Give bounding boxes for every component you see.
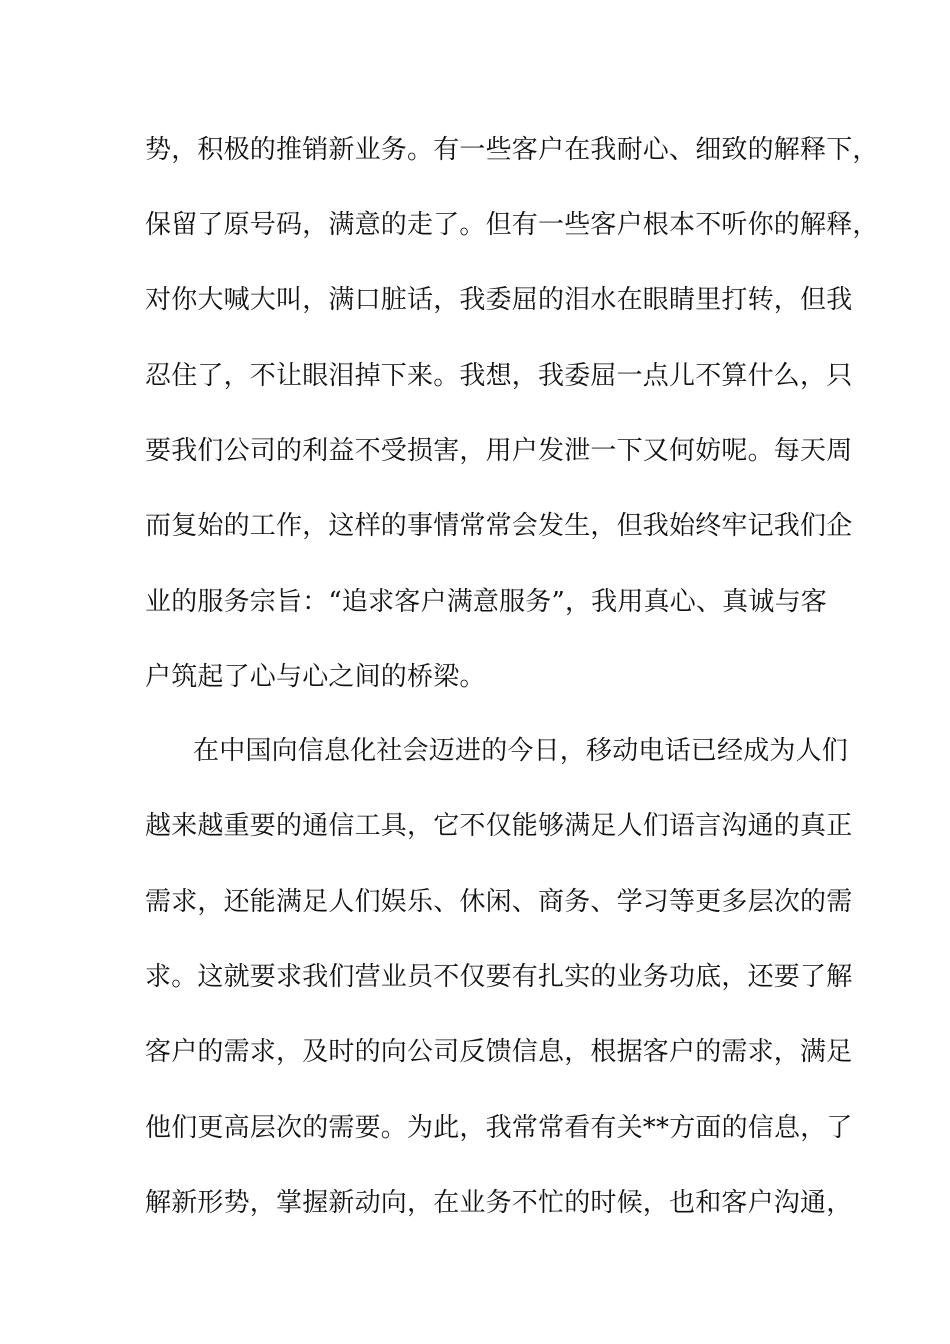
paragraph-2-line-5: 客户的需求，及时的向公司反馈信息，根据客户的需求，满足 xyxy=(145,1037,853,1067)
paragraph-1-line-1: 势，积极的推销新业务。有一些客户在我耐心、细致的解释下， xyxy=(145,135,879,165)
paragraph-1-line-3: 对你大喊大叫，满口脏话，我委屈的泪水在眼睛里打转，但我 xyxy=(145,285,853,315)
paragraph-1-line-5: 要我们公司的利益不受损害，用户发泄一下又何妨呢。每天周 xyxy=(145,436,853,466)
paragraph-2-line-4: 求。这就要求我们营业员不仅要有扎实的业务功底，还要了解 xyxy=(145,962,853,992)
paragraph-1-line-4: 忍住了，不让眼泪掉下来。我想，我委屈一点儿不算什么，只 xyxy=(145,361,853,391)
paragraph-2-line-3: 需求，还能满足人们娱乐、休闲、商务、学习等更多层次的需 xyxy=(145,887,853,917)
paragraph-2-line-2: 越来越重要的通信工具，它不仅能够满足人们语言沟通的真正 xyxy=(145,811,853,841)
paragraph-1-line-7: 业的服务宗旨：“追求客户满意服务”，我用真心、真诚与客 xyxy=(145,587,827,617)
paragraph-2-line-7: 解新形势，掌握新动向，在业务不忙的时候，也和客户沟通， xyxy=(145,1188,853,1218)
paragraph-2-line-6: 他们更高层次的需要。为此，我常常看有关**方面的信息，了 xyxy=(145,1113,853,1143)
paragraph-1-line-8: 户筑起了心与心之间的桥梁。 xyxy=(145,662,486,692)
paragraph-1-line-2: 保留了原号码，满意的走了。但有一些客户根本不听你的解释， xyxy=(145,210,879,240)
paragraph-1-line-6: 而复始的工作，这样的事情常常会发生，但我始终牢记我们企 xyxy=(145,511,853,541)
paragraph-2-line-1: 在中国向信息化社会迈进的今日，移动电话已经成为人们 xyxy=(193,736,849,766)
